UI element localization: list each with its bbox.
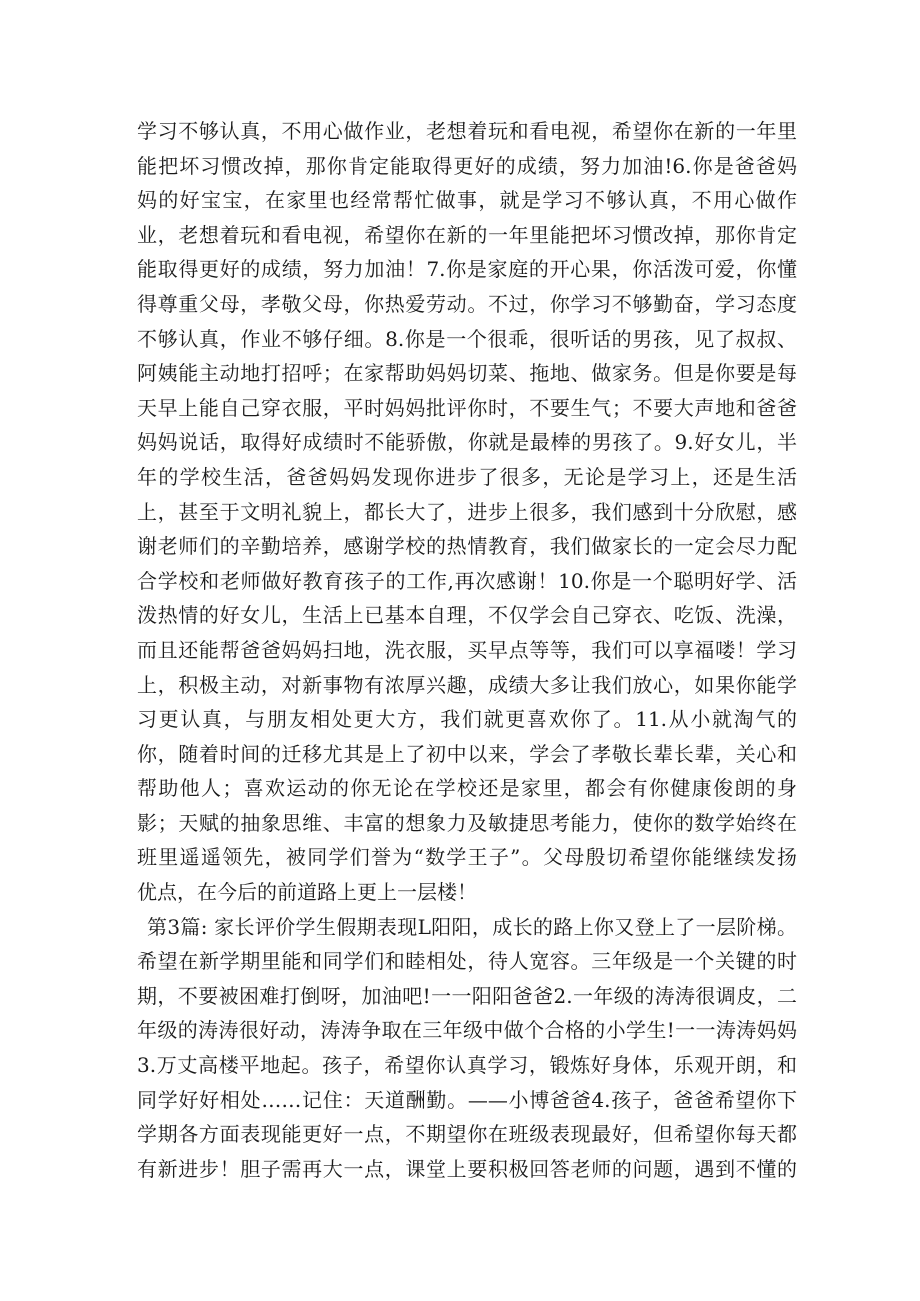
text-line: 希望在新学期里能和同学们和睦相处，待人宽容。三年级是一个关键的时: [137, 949, 797, 974]
text-line: 优点，在今后的前道路上更上一层楼！: [137, 880, 477, 905]
text-line: 不够认真，作业不够仔细。8.你是一个很乖，很听话的男孩，见了叔叔、: [137, 326, 797, 351]
text-line: 天早上能自己穿衣服，平时妈妈批评你时，不要生气；不要大声地和爸爸: [137, 395, 797, 420]
text-line: 谢老师们的辛勤培养，感谢学校的热情教育，我们做家长的一定会尽力配: [137, 534, 797, 559]
text-line: 业，老想着玩和看电视，希望你在新的一年里能把坏习惯改掉，那你肯定: [137, 222, 797, 247]
text-line: 帮助他人；喜欢运动的你无论在学校还是家里，都会有你健康俊朗的身: [137, 776, 797, 801]
text-line: 合学校和老师做好教育孩子的工作,再次感谢！10.你是一个聪明好学、活: [137, 568, 797, 593]
text-line: 年的学校生活，爸爸妈妈发现你进步了很多，无论是学习上，还是生活: [137, 464, 797, 489]
text-line: 妈的好宝宝，在家里也经常帮忙做事，就是学习不够认真，不用心做作: [137, 188, 797, 213]
text-line: 习更认真，与朋友相处更大方，我们就更喜欢你了。11.从小就淘气的: [137, 707, 797, 732]
text-line: 第3篇: 家长评价学生假期表现L阳阳，成长的路上你又登上了一层阶梯。: [147, 914, 797, 939]
text-line: 上，甚至于文明礼貌上，都长大了，进步上很多，我们感到十分欣慰，感: [137, 499, 797, 524]
text-line: 阿姨能主动地打招呼；在家帮助妈妈切菜、拖地、做家务。但是你要是每: [137, 361, 797, 386]
text-line: 你，随着时间的迁移尤其是上了初中以来，学会了孝敬长辈长辈，关心和: [137, 741, 797, 766]
text-line: 3.万丈高楼平地起。孩子，希望你认真学习，锻炼好身体，乐观开朗，和: [137, 1053, 797, 1078]
text-line: 影；天赋的抽象思维、丰富的想象力及敏捷思考能力，使你的数学始终在: [137, 810, 797, 835]
text-line: 能把坏习惯改掉，那你肯定能取得更好的成绩，努力加油!6.你是爸爸妈: [137, 153, 797, 178]
text-line: 学习不够认真，不用心做作业，老想着玩和看电视，希望你在新的一年里: [137, 119, 797, 143]
text-line: 上，积极主动，对新事物有浓厚兴趣，成绩大多让我们放心，如果你能学: [137, 672, 797, 697]
text-line: 得尊重父母，孝敬父母，你热爱劳动。不过，你学习不够勤奋，学习态度: [137, 291, 797, 316]
text-line: 泼热情的好女儿，生活上已基本自理，不仅学会自己穿衣、吃饭、洗澡，: [137, 603, 797, 628]
text-line: 学期各方面表现能更好一点，不期望你在班级表现最好，但希望你每天都: [137, 1122, 797, 1147]
text-line: 能取得更好的成绩，努力加油！7.你是家庭的开心果，你活泼可爱，你懂: [137, 257, 797, 282]
text-line: 而且还能帮爸爸妈妈扫地，洗衣服，买早点等等，我们可以享福喽！学习: [137, 637, 797, 662]
body-text: [137, 114, 797, 1186]
text-line: 妈妈说话，取得好成绩时不能骄傲，你就是最棒的男孩了。9.好女儿，半: [137, 430, 797, 455]
text-line: 期，不要被困难打倒呀，加油吧!一一阳阳爸爸2.一年级的涛涛很调皮，二: [137, 983, 797, 1008]
text-line: 班里遥遥领先，被同学们誉为“数学王子”。父母殷切希望你能继续发扬: [137, 845, 797, 870]
text-line: 年级的涛涛很好动，涛涛争取在三年级中做个合格的小学生!一一涛涛妈妈: [137, 1018, 797, 1043]
text-line: 同学好好相处……记住：天道酬勤。——小博爸爸4.孩子，爸爸希望你下: [137, 1087, 797, 1112]
text-line: 有新进步！胆子需再大一点，课堂上要积极回答老师的问题，遇到不懂的: [137, 1156, 797, 1181]
